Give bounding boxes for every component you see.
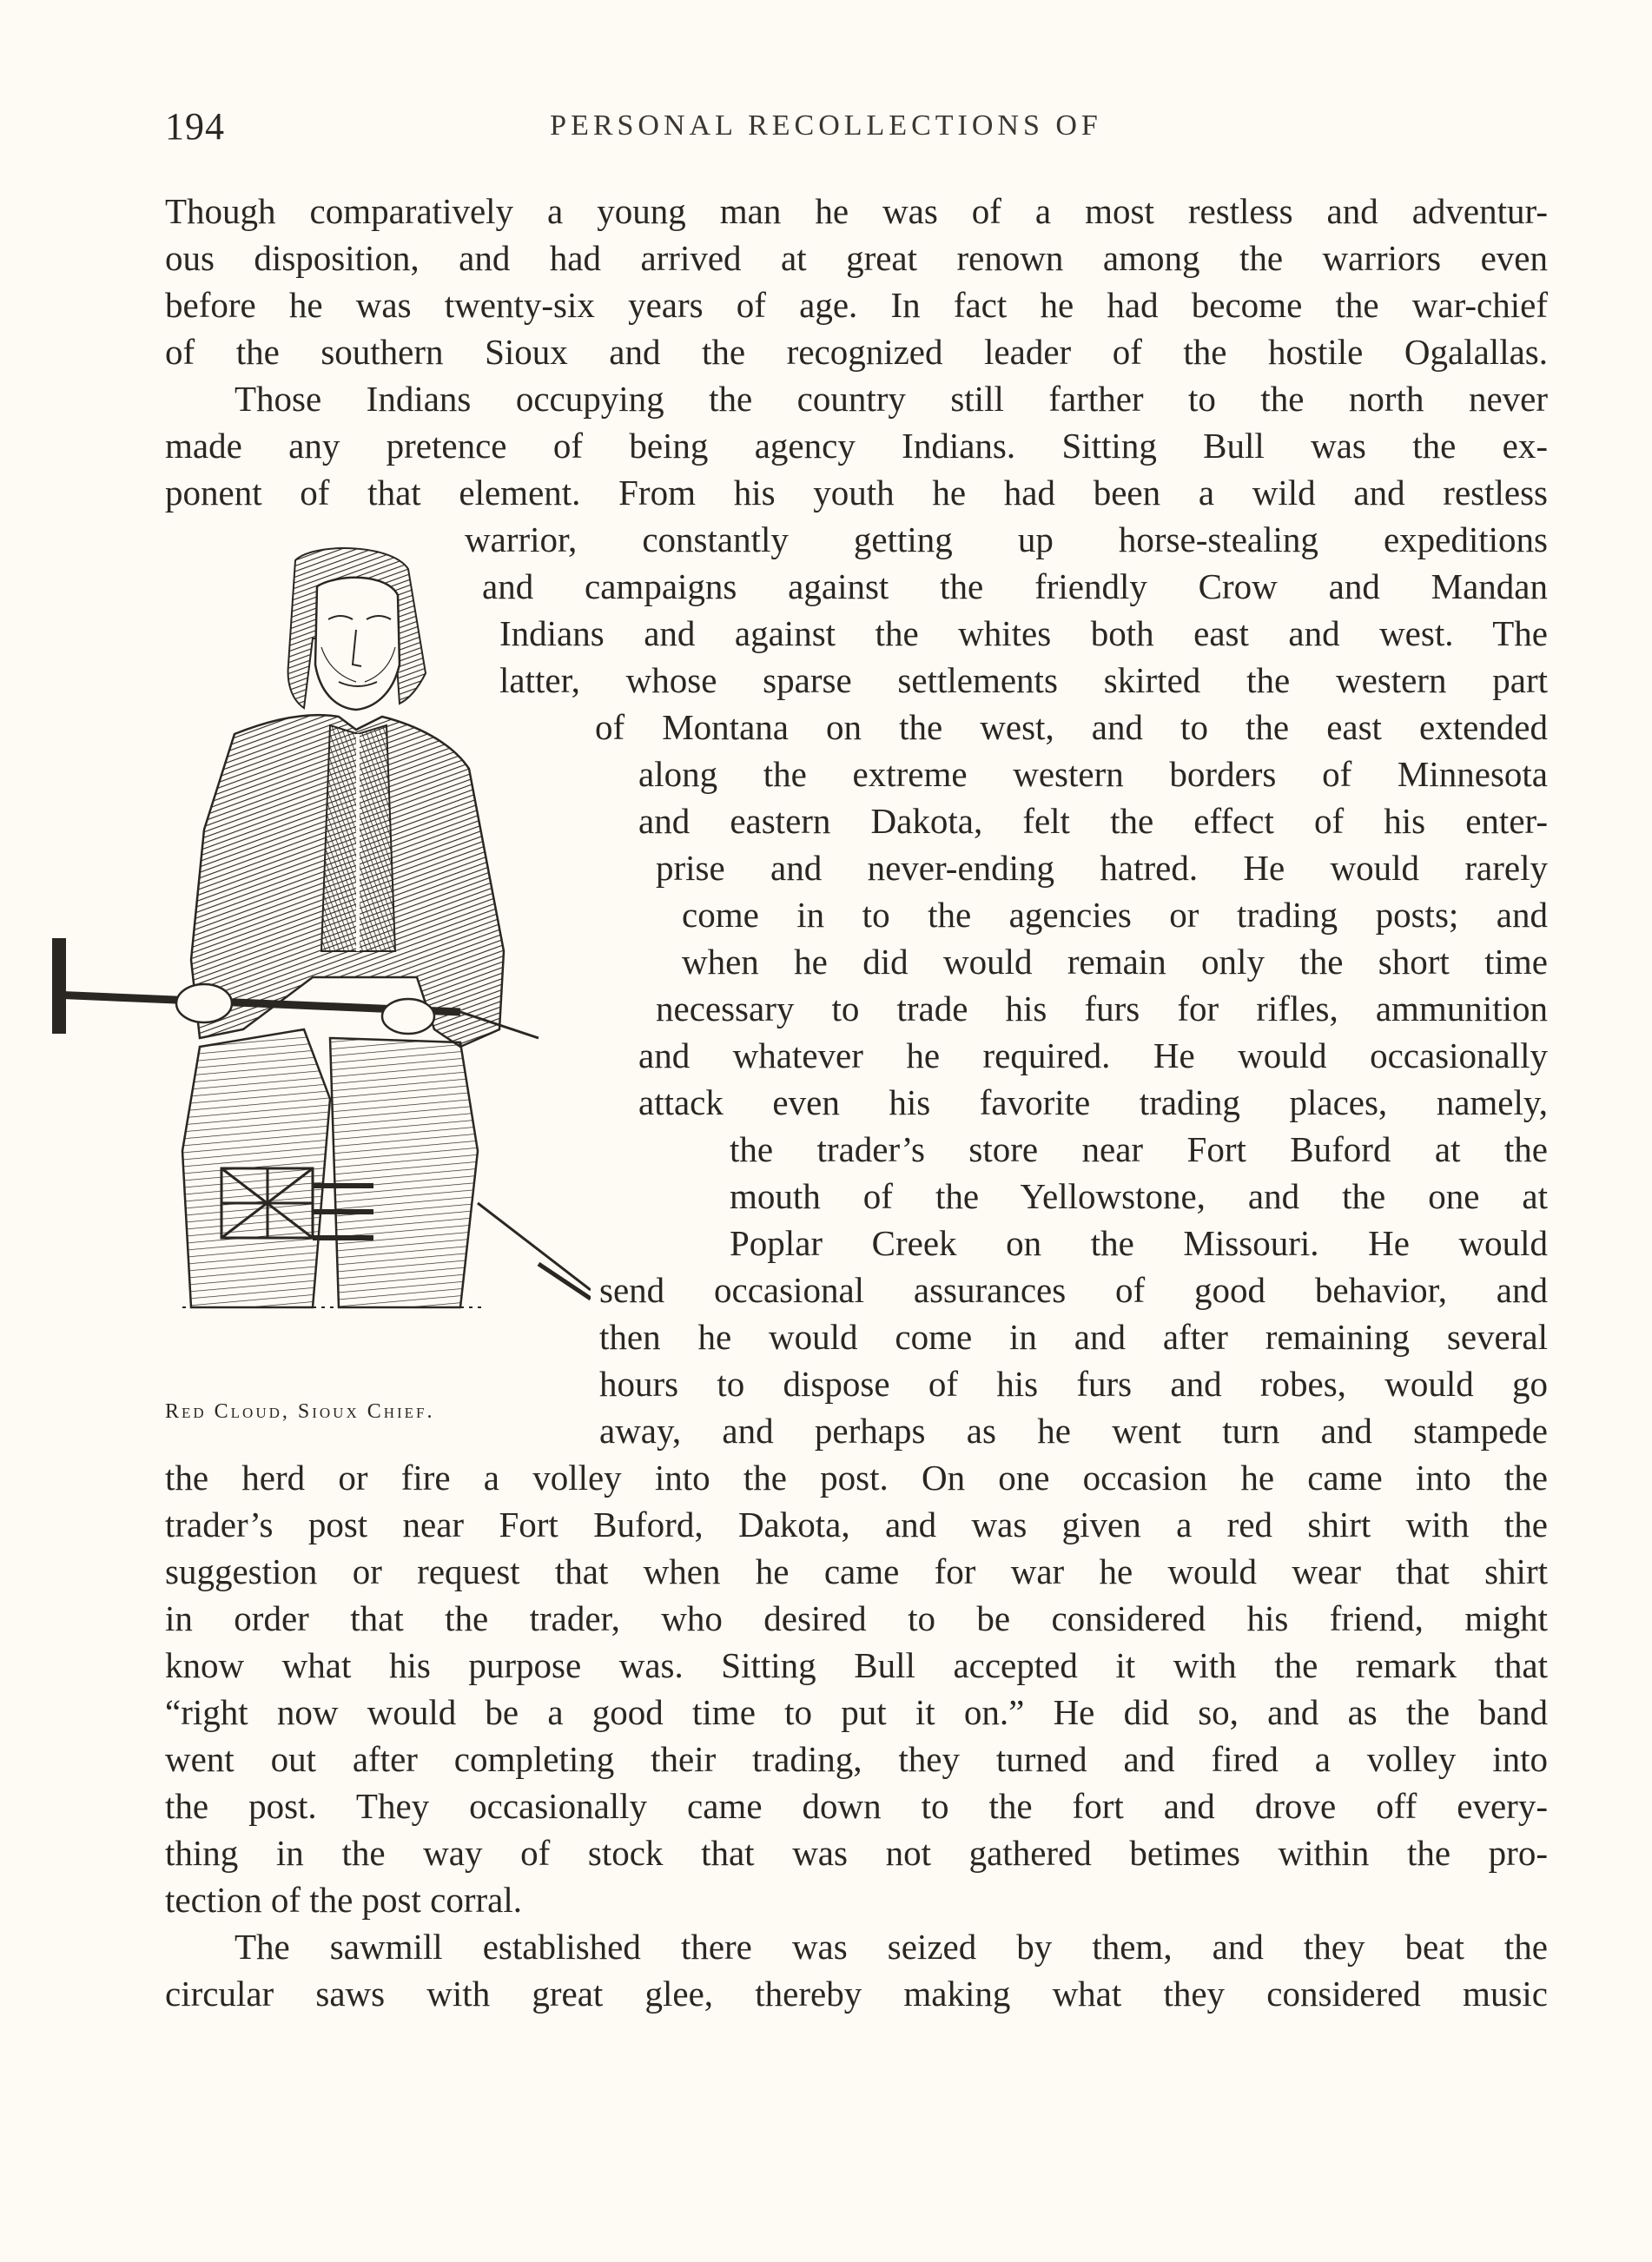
text-line: ous disposition, and had arrived at great renown among the warriors even xyxy=(165,238,1548,278)
text-line: necessary to trade his furs for rifles, ammunition xyxy=(656,989,1548,1028)
running-head: PERSONAL RECOLLECTIONS OF xyxy=(550,109,1102,142)
text-line: prise and never-ending hatred. He would rarely xyxy=(656,848,1548,888)
text-line: went out after completing their trading, they turned and fired a volley into xyxy=(165,1739,1548,1779)
text-line: made any pretence of being agency Indians. Sitting Bull was the ex- xyxy=(165,426,1548,466)
text-line: Indians and against the whites both east and west. The xyxy=(499,613,1548,653)
page-number: 194 xyxy=(165,105,225,148)
text-line: latter, whose sparse settlements skirted the western part xyxy=(499,660,1548,700)
text-line: The sawmill established there was seized by them, and they beat the xyxy=(235,1927,1548,1967)
text-line: then he would come in and after remaining several xyxy=(599,1317,1548,1357)
figure-caption: Red Cloud, Sioux Chief. xyxy=(165,1400,435,1423)
text-line: attack even his favorite trading places, namely, xyxy=(638,1082,1548,1122)
text-line: hours to dispose of his furs and robes, would go xyxy=(599,1364,1548,1404)
text-line: away, and perhaps as he went turn and stampede xyxy=(599,1411,1548,1451)
text-line: the herd or fire a volley into the post. On one occasion he came into the xyxy=(165,1458,1548,1498)
text-line: and whatever he required. He would occasionally xyxy=(638,1035,1548,1075)
text-line: along the extreme western borders of Minnesota xyxy=(638,754,1548,794)
text-line: “right now would be a good time to put it on.” He did so, and as the band xyxy=(165,1692,1548,1732)
text-line: the post. They occasionally came down to the fort and drove off every- xyxy=(165,1786,1548,1826)
text-line: warrior, constantly getting up horse-stealing expeditions xyxy=(465,519,1548,559)
text-line: circular saws with great glee, thereby making what they considered music xyxy=(165,1974,1548,2014)
text-line: before he was twenty-six years of age. In fact he had become the war-chief xyxy=(165,285,1548,325)
text-line: Those Indians occupying the country still farther to the north never xyxy=(235,379,1548,419)
text-line: and eastern Dakota, felt the effect of his enter- xyxy=(638,801,1548,841)
text-line: thing in the way of stock that was not gathered betimes within the pro- xyxy=(165,1833,1548,1873)
text-line: Though comparatively a young man he was of a most restless and adventur- xyxy=(165,191,1548,231)
text-line: Poplar Creek on the Missouri. He would xyxy=(730,1223,1548,1263)
text-line: send occasional assurances of good behavior, and xyxy=(599,1270,1548,1310)
text-line: when he did would remain only the short time xyxy=(682,942,1548,982)
text-line: suggestion or request that when he came for war he would wear that shirt xyxy=(165,1551,1548,1591)
text-line: of the southern Sioux and the recognized leader of the hostile Ogalallas. xyxy=(165,332,1548,372)
text-line: and campaigns against the friendly Crow and Mandan xyxy=(482,566,1548,606)
page-header xyxy=(0,104,1652,156)
text-line: the trader’s store near Fort Buford at the xyxy=(730,1129,1548,1169)
text-line: know what his purpose was. Sitting Bull accepted it with the remark that xyxy=(165,1645,1548,1685)
text-line: ponent of that element. From his youth he had been a wild and restless xyxy=(165,473,1548,513)
text-line: in order that the trader, who desired to be considered his friend, might xyxy=(165,1598,1548,1638)
text-line: of Montana on the west, and to the east extended xyxy=(595,707,1548,747)
text-line: come in to the agencies or trading posts; and xyxy=(682,895,1548,935)
text-line: trader’s post near Fort Buford, Dakota, and was given a red shirt with the xyxy=(165,1505,1548,1544)
text-line: tection of the post corral. xyxy=(165,1880,523,1920)
text-line: mouth of the Yellowstone, and the one at xyxy=(730,1176,1548,1216)
